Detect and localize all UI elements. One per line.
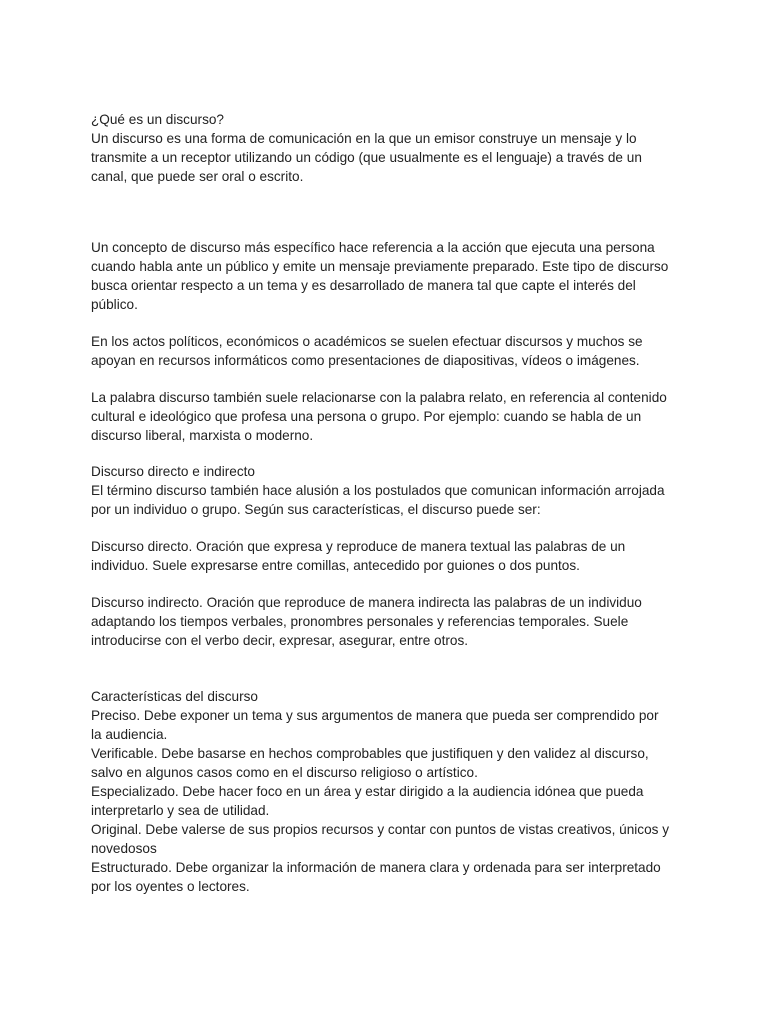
- text-line: individuo. Suele expresarse entre comillas, antecedido por guiones o dos puntos.: [91, 558, 580, 573]
- spacer: [91, 519, 691, 537]
- document-page: [91, 110, 691, 896]
- text-line: discurso liberal, marxista o moderno.: [91, 428, 314, 443]
- paragraph-direct-discourse: [91, 537, 691, 575]
- text-line: El término discurso también hace alusión a los postulados que comunican información arrojada: [91, 483, 665, 498]
- text-line: cultural e ideológico que profesa una persona o grupo. Por ejemplo: cuando se habla de un: [91, 409, 642, 424]
- spacer: [91, 445, 691, 462]
- text-line: Verificable. Debe basarse en hechos comprobables que justifiquen y den validez al discurso,: [91, 746, 649, 761]
- text-line: busca orientar respecto a un tema y es desarrollado de manera tal que capte el interés del: [91, 278, 636, 293]
- text-line: transmite a un receptor utilizando un código (que usualmente es el lenguaje) a través de un: [91, 150, 642, 165]
- spacer: [91, 314, 691, 332]
- paragraph-specific-concept: [91, 238, 691, 314]
- text-line: Preciso. Debe exponer un tema y sus argumentos de manera que pueda ser comprendido por: [91, 708, 659, 723]
- text-line: Un discurso es una forma de comunicación en la que un emisor construye un mensaje y lo: [91, 131, 637, 146]
- text-line: Discurso indirecto. Oración que reproduce de manera indirecta las palabras de un individuo: [91, 595, 642, 610]
- paragraph-political-acts: [91, 332, 691, 370]
- text-line: adaptando los tiempos verbales, pronombres personales y referencias temporales. Suele: [91, 614, 629, 629]
- text-line: apoyan en recursos informáticos como presentaciones de diapositivas, vídeos o imágenes.: [91, 353, 640, 368]
- text-line: público.: [91, 297, 138, 312]
- spacer: [91, 370, 691, 388]
- text-line: En los actos políticos, económicos o académicos se suelen efectuar discursos y muchos se: [91, 334, 643, 349]
- text-line: cuando habla ante un público y emite un mensaje previamente preparado. Este tipo de discurso: [91, 259, 669, 274]
- section-direct-indirect: [91, 462, 691, 519]
- heading-direct-indirect: Discurso directo e indirecto: [91, 464, 255, 479]
- text-line: salvo en algunos casos como en el discurso religioso o artístico.: [91, 765, 478, 780]
- text-line: La palabra discurso también suele relacionarse con la palabra relato, en referencia al contenido: [91, 390, 667, 405]
- text-line: interpretarlo y sea de utilidad.: [91, 803, 270, 818]
- heading-characteristics: Características del discurso: [91, 689, 258, 704]
- text-line: por un individuo o grupo. Según sus características, el discurso puede ser:: [91, 502, 541, 517]
- text-line: Estructurado. Debe organizar la información de manera clara y ordenada para ser interpretado: [91, 860, 661, 875]
- spacer: [91, 650, 691, 687]
- paragraph-indirect-discourse: [91, 593, 691, 650]
- text-line: Original. Debe valerse de sus propios recursos y contar con puntos de vistas creativos, únicos y: [91, 822, 670, 837]
- spacer: [91, 186, 691, 238]
- section-what-is-discourse: [91, 110, 691, 186]
- text-line: introducirse con el verbo decir, expresar, asegurar, entre otros.: [91, 633, 469, 648]
- text-line: Especializado. Debe hacer foco en un área y estar dirigido a la audiencia idónea que pueda: [91, 784, 644, 799]
- text-line: Discurso directo. Oración que expresa y reproduce de manera textual las palabras de un: [91, 539, 626, 554]
- text-line: novedosos: [91, 841, 157, 856]
- spacer: [91, 575, 691, 593]
- heading-what-is-discourse: ¿Qué es un discurso?: [91, 112, 224, 127]
- paragraph-word-discourse: [91, 388, 691, 445]
- text-line: por los oyentes o lectores.: [91, 879, 250, 894]
- text-line: la audiencia.: [91, 727, 168, 742]
- text-line: canal, que puede ser oral o escrito.: [91, 169, 304, 184]
- section-characteristics: [91, 687, 691, 896]
- text-line: Un concepto de discurso más específico hace referencia a la acción que ejecuta una persona: [91, 240, 655, 255]
